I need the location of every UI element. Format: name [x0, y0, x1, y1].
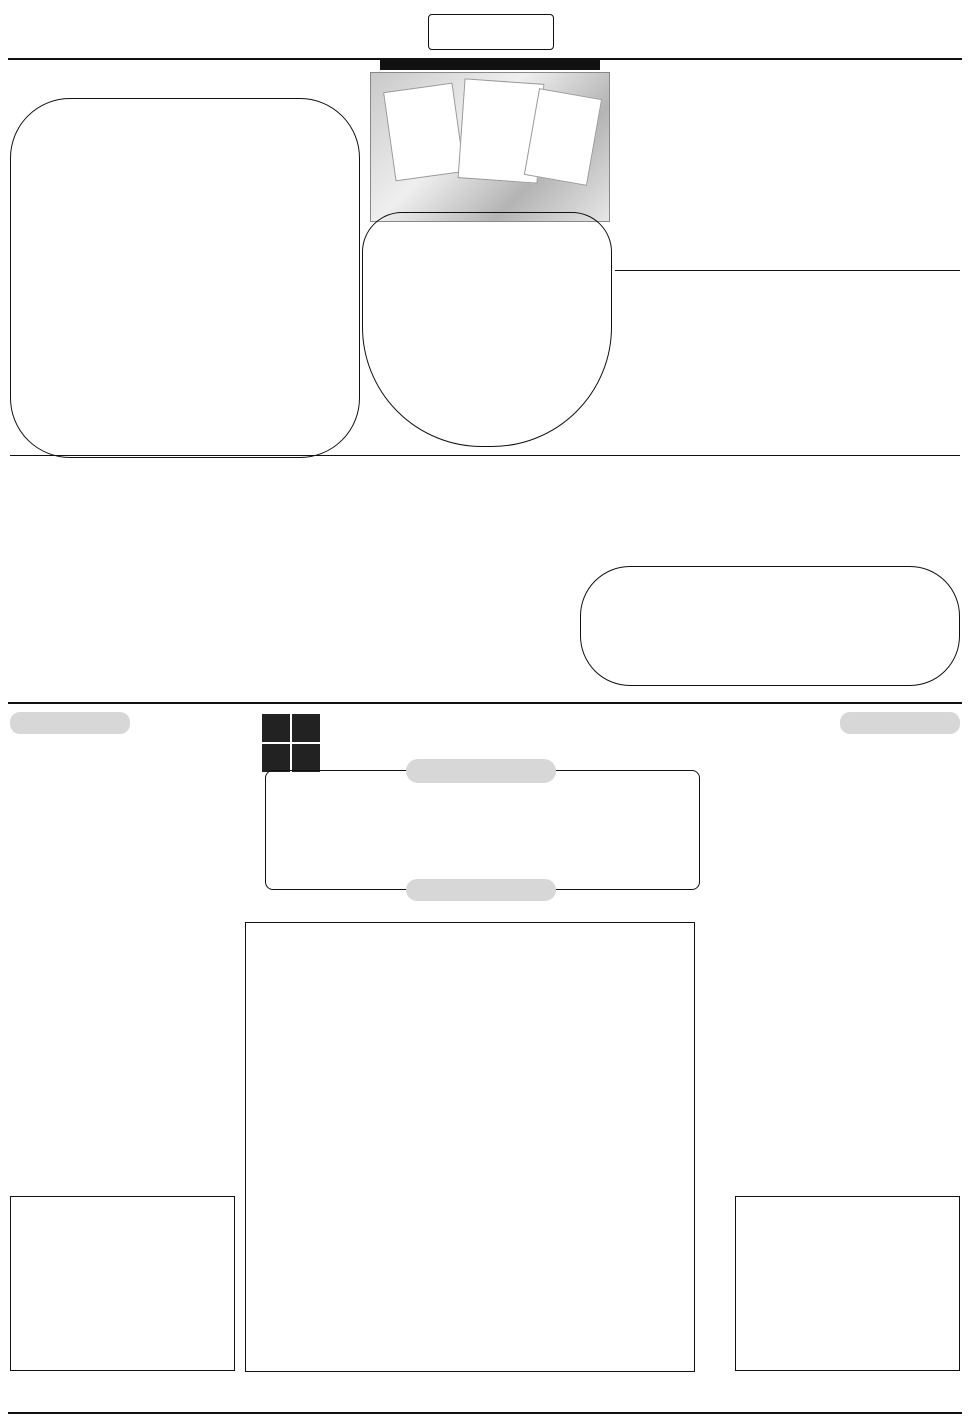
bottom-rule [8, 1412, 962, 1414]
pump-box [362, 212, 612, 447]
crossword-issue [406, 879, 556, 901]
newspaper-subtitle-band [380, 58, 600, 70]
divider [10, 455, 960, 456]
proposal-body [615, 308, 960, 448]
alamolhoda-body-right [190, 109, 345, 449]
crossword-logo-letter [292, 714, 320, 742]
section-divider [8, 702, 962, 704]
crossword-title [406, 759, 556, 783]
page-number [914, 8, 962, 52]
jalili-body [620, 102, 960, 262]
special-across-clues [10, 756, 240, 976]
regular-badge [840, 712, 960, 734]
special-badge [10, 712, 130, 734]
crossword-grid[interactable] [245, 922, 695, 1372]
newspaper-sheet-icon [383, 83, 465, 182]
section-title [428, 14, 554, 50]
crossword-logo-letter [262, 744, 290, 772]
regular-across-clues [730, 756, 960, 976]
negotiation-box [580, 566, 960, 686]
negotiation-intro [580, 468, 960, 528]
solution-grid-regular [735, 1196, 960, 1371]
alamolhoda-body-left [25, 109, 180, 449]
masthead [8, 8, 962, 60]
migrants-body [10, 490, 565, 685]
alamolhoda-box [10, 98, 360, 458]
newspaper-sheet-icon [524, 88, 602, 186]
crossword-logo-letter [292, 744, 320, 772]
crossword-intro-box [265, 770, 700, 890]
pump-body [377, 229, 597, 419]
divider [615, 270, 960, 271]
crossword-logo-letter [262, 714, 290, 742]
negotiation-body [595, 577, 945, 677]
newspaper-logo [8, 10, 100, 56]
newspapers-photo [370, 72, 610, 222]
solution-grid-special [10, 1196, 235, 1371]
